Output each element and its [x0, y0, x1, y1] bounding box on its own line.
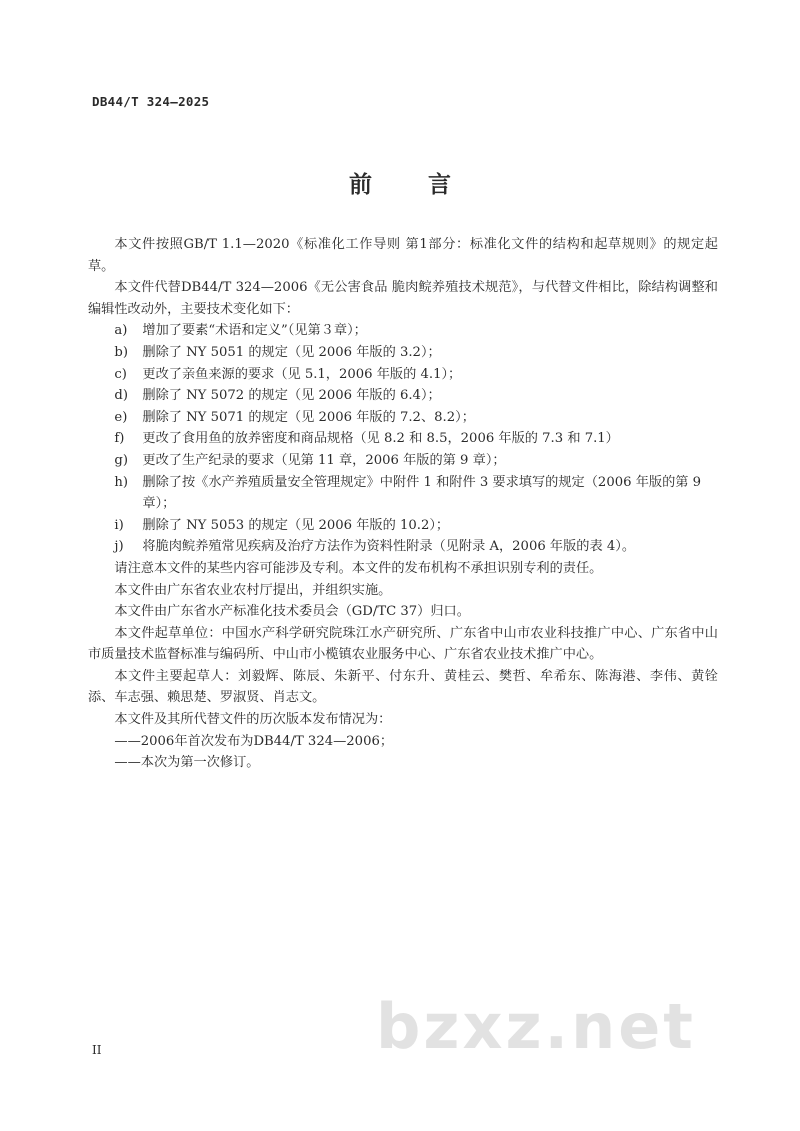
list-marker: g) — [114, 452, 128, 468]
history-item: ——本次为第一次修订。 — [114, 755, 260, 771]
foreword-body — [88, 234, 718, 774]
document-code: DB44/T 324—2025 — [92, 94, 210, 109]
list-item-text: 更改了亲鱼来源的要求（见 5.1，2006 年版的 4.1）； — [142, 366, 462, 382]
list-item — [88, 536, 718, 558]
list-item-text: 删除了按《水产养殖质量安全管理规定》中附件 1 和附件 3 要求填写的规定（2006 年版的第 9 章）； — [142, 474, 702, 512]
list-item — [88, 342, 718, 364]
list-item-text: 更改了食用鱼的放养密度和商品规格（见 8.2 和 8.5，2006 年版的 7.3 和 7.1） — [142, 431, 619, 447]
list-item — [88, 385, 718, 407]
list-item-text: 将脆肉鲩养殖常见疾病及治疗方法作为资料性附录（见附录 A，2006 年版的表 4）。 — [142, 539, 636, 555]
list-marker: a) — [114, 323, 128, 339]
list-item — [88, 320, 718, 342]
paragraph: 本文件起草单位：中国水产科学研究院珠江水产研究所、广东省中山市农业科技推广中心、广东省中山市质量技术监督标准与编码所、中山市小榄镇农业服务中心、广东省农业技术推广中心。 — [88, 625, 718, 663]
paragraph: 本文件由广东省水产标准化技术委员会（GD/TC 37）归口。 — [114, 604, 470, 620]
list-marker: e) — [114, 409, 128, 425]
version-history-list — [88, 731, 718, 774]
list-item — [88, 364, 718, 386]
history-item: ——2006年首次发布为DB44/T 324—2006； — [114, 733, 394, 749]
paragraph: 本文件主要起草人：刘毅辉、陈辰、朱新平、付东升、黄桂云、樊哲、牟希东、陈海港、李伟、黄铨添、车志强、赖思楚、罗淑贤、肖志文。 — [88, 668, 718, 706]
list-item-text: 删除了 NY 5051 的规定（见 2006 年版的 3.2）； — [142, 344, 441, 360]
list-item-text: 删除了 NY 5071 的规定（见 2006 年版的 7.2、8.2）； — [142, 409, 475, 425]
paragraph: 请注意本文件的某些内容可能涉及专利。本文件的发布机构不承担识别专利的责任。 — [114, 560, 603, 576]
list-item — [88, 407, 718, 429]
list-item-text: 删除了 NY 5072 的规定（见 2006 年版的 6.4）； — [142, 388, 441, 404]
list-item — [88, 472, 718, 515]
changes-list — [88, 320, 718, 558]
paragraph: 本文件代替DB44/T 324—2006《无公害食品 脆肉鲩养殖技术规范》，与代替文件相比，除结构调整和编辑性改动外，主要技术变化如下： — [88, 280, 718, 317]
list-marker: i) — [114, 517, 124, 533]
list-item-text: 更改了生产纪录的要求（见第 11 章，2006 年版的第 9 章）； — [142, 452, 506, 468]
list-item — [88, 515, 718, 537]
list-marker: d) — [114, 388, 128, 404]
list-item — [88, 428, 718, 450]
page-number: II — [92, 1043, 102, 1057]
paragraph: 本文件按照GB/T 1.1—2020《标准化工作导则 第1部分：标准化文件的结构和起草规则》的规定起草。 — [88, 237, 718, 274]
watermark: bzxz.net — [376, 990, 696, 1063]
page-title: 前 言 — [348, 172, 475, 198]
list-marker: b) — [114, 344, 128, 360]
list-marker: f) — [114, 431, 125, 447]
list-item — [88, 450, 718, 472]
list-item-text: 删除了 NY 5053 的规定（见 2006 年版的 10.2）； — [142, 517, 450, 533]
paragraph: 本文件由广东省农业农村厅提出，并组织实施。 — [114, 582, 392, 598]
list-marker: c) — [114, 366, 127, 382]
list-marker: h) — [114, 474, 129, 490]
paragraph: 本文件及其所代替文件的历次版本发布情况为： — [114, 712, 392, 728]
list-item-text: 增加了要素“术语和定义”（见第３章）； — [142, 323, 367, 339]
list-marker: j) — [114, 539, 124, 555]
